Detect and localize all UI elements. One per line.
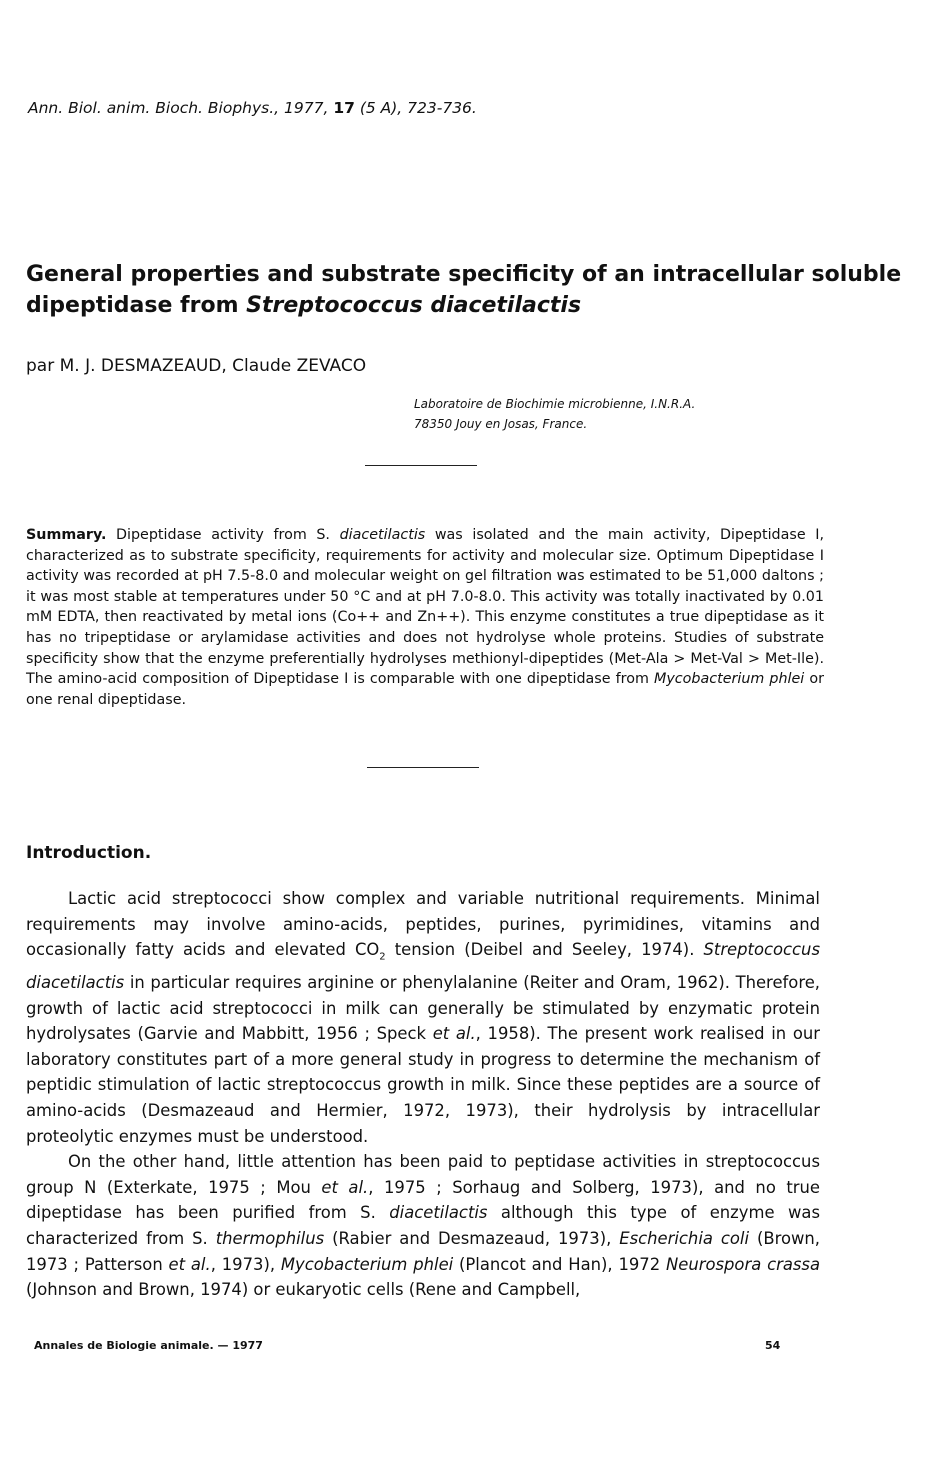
affiliation [414, 394, 695, 434]
text-run: although this type of enzyme was characterized from S. [26, 1203, 820, 1248]
divider-rule-2 [367, 767, 479, 768]
text-run: On the other hand, little attention has been paid to peptidase activities in streptococcus group N (Exterkate, 1975 ; Mou [26, 1152, 820, 1197]
summary-text: or one renal dipeptidase. [26, 671, 824, 708]
subscript: 2 [379, 951, 386, 963]
text-run: (Johnson and Brown, 1974) or eukaryotic cells (Rene and Campbell, [26, 1280, 581, 1300]
divider-rule-1 [365, 465, 477, 466]
text-run: (Rabier and Desmazeaud, 1973), [324, 1229, 620, 1248]
text-run: , 1975 ; Sorhaug and Solberg, 1973), and no true dipeptidase has been purified from S. [26, 1177, 821, 1223]
summary-italic: diacetilactis [339, 527, 426, 543]
introduction-body [26, 886, 820, 1303]
text-run: (Brown, 1973 ; Patterson [26, 1229, 821, 1274]
italic-run: Mycobacterium phlei [280, 1254, 454, 1274]
authors: par M. J. DESMAZEAUD, Claude ZEVACO [26, 356, 367, 376]
title-species: Streptococcus diacetilactis [246, 293, 582, 318]
italic-run: thermophilus [215, 1229, 325, 1248]
introduction-paragraph-1 [26, 886, 820, 1149]
text-run: in particular requires arginine or phenylalanine (Reiter and Oram, 1962). Therefore, growth of lactic acid streptococci in milk can generally be stimulated by enzymatic protein hydrolysates (Garvie and Mabbitt, 1956 ; Speck [26, 973, 820, 1044]
text-run: , 1958). The present work realised in our laboratory constitutes part of a more general study in progress to determine the mechanism of peptidic stimulation of lactic streptococcus growth in milk. Since these peptides are a source of amino-acids (Desmazeaud and Hermier, 1972, 1973), their hydrolysis by intracellular proteolytic enzymes must be understood. [26, 1024, 820, 1146]
summary-label: Summary. [26, 527, 107, 543]
affiliation-line-1: Laboratoire de Biochimie microbienne, I.N.R.A. [414, 397, 696, 411]
summary-paragraph [26, 525, 824, 710]
journal-volume: 17 [333, 99, 355, 117]
text-run: Lactic acid streptococci show complex and variable nutritional requirements. Minimal requirements may involve amino-acids, peptides, purines, pyrimidines, vitamins and occasionally fatty acids and elevated CO [26, 889, 820, 960]
article-title [26, 259, 906, 321]
page-number: 54 [765, 1339, 781, 1352]
title-text: General properties and substrate specificity of an intracellular soluble dipeptidase from [26, 262, 902, 318]
footer-journal: Annales de Biologie animale. — 1977 [34, 1339, 263, 1352]
italic-run: Neurospora crassa [665, 1254, 820, 1274]
summary-text: Dipeptidase activity from S. [106, 527, 340, 543]
journal-citation [28, 99, 477, 117]
italic-run: diacetilactis [389, 1203, 488, 1223]
affiliation-line-2: 78350 Jouy en Josas, France. [414, 417, 588, 431]
text-run: (Plancot and Han), 1972 [453, 1254, 666, 1274]
journal-issue-pages: (5 A), 723-736. [354, 99, 477, 117]
text-run: tension (Deibel and Seeley, 1974). [385, 940, 704, 960]
italic-run: et al. [321, 1177, 369, 1197]
summary-italic: Mycobacterium phlei [653, 671, 805, 688]
italic-run: et al. [432, 1024, 476, 1044]
section-heading-introduction: Introduction. [26, 843, 152, 863]
italic-run: Streptococcus diacetilactis [26, 940, 820, 993]
italic-run: Escherichia coli [619, 1229, 750, 1248]
introduction-paragraph-2 [26, 1149, 820, 1303]
italic-run: et al. [168, 1254, 211, 1274]
text-run: , 1973), [210, 1254, 281, 1274]
summary-text: was isolated and the main activity, Dipeptidase I, characterized as to substrate specificity, requirements for activity and molecular size. Optimum Dipeptidase I activity was recorded at pH 7.5-8.0 and molecular weight on gel filtration was estimated to be 51,000 daltons ; it was most stable at temperatures under 50 °C and at pH 7.0-8.0. This activity was totally inactivated by 0.01 mM EDTA, then reactivated by metal ions (Co++ and Zn++). This enzyme constitutes a true dipeptidase as it has no tripeptidase or arylamidase activities and does not hydrolyse whole proteins. Studies of substrate specificity show that the enzyme preferentially hydrolyses methionyl-dipeptides (Met-Ala > Met-Val > Met-Ile). The amino-acid composition of Dipeptidase I is comparable with one dipeptidase from [26, 527, 824, 688]
journal-name: Ann. Biol. anim. Bioch. Biophys., 1977, [28, 99, 334, 117]
